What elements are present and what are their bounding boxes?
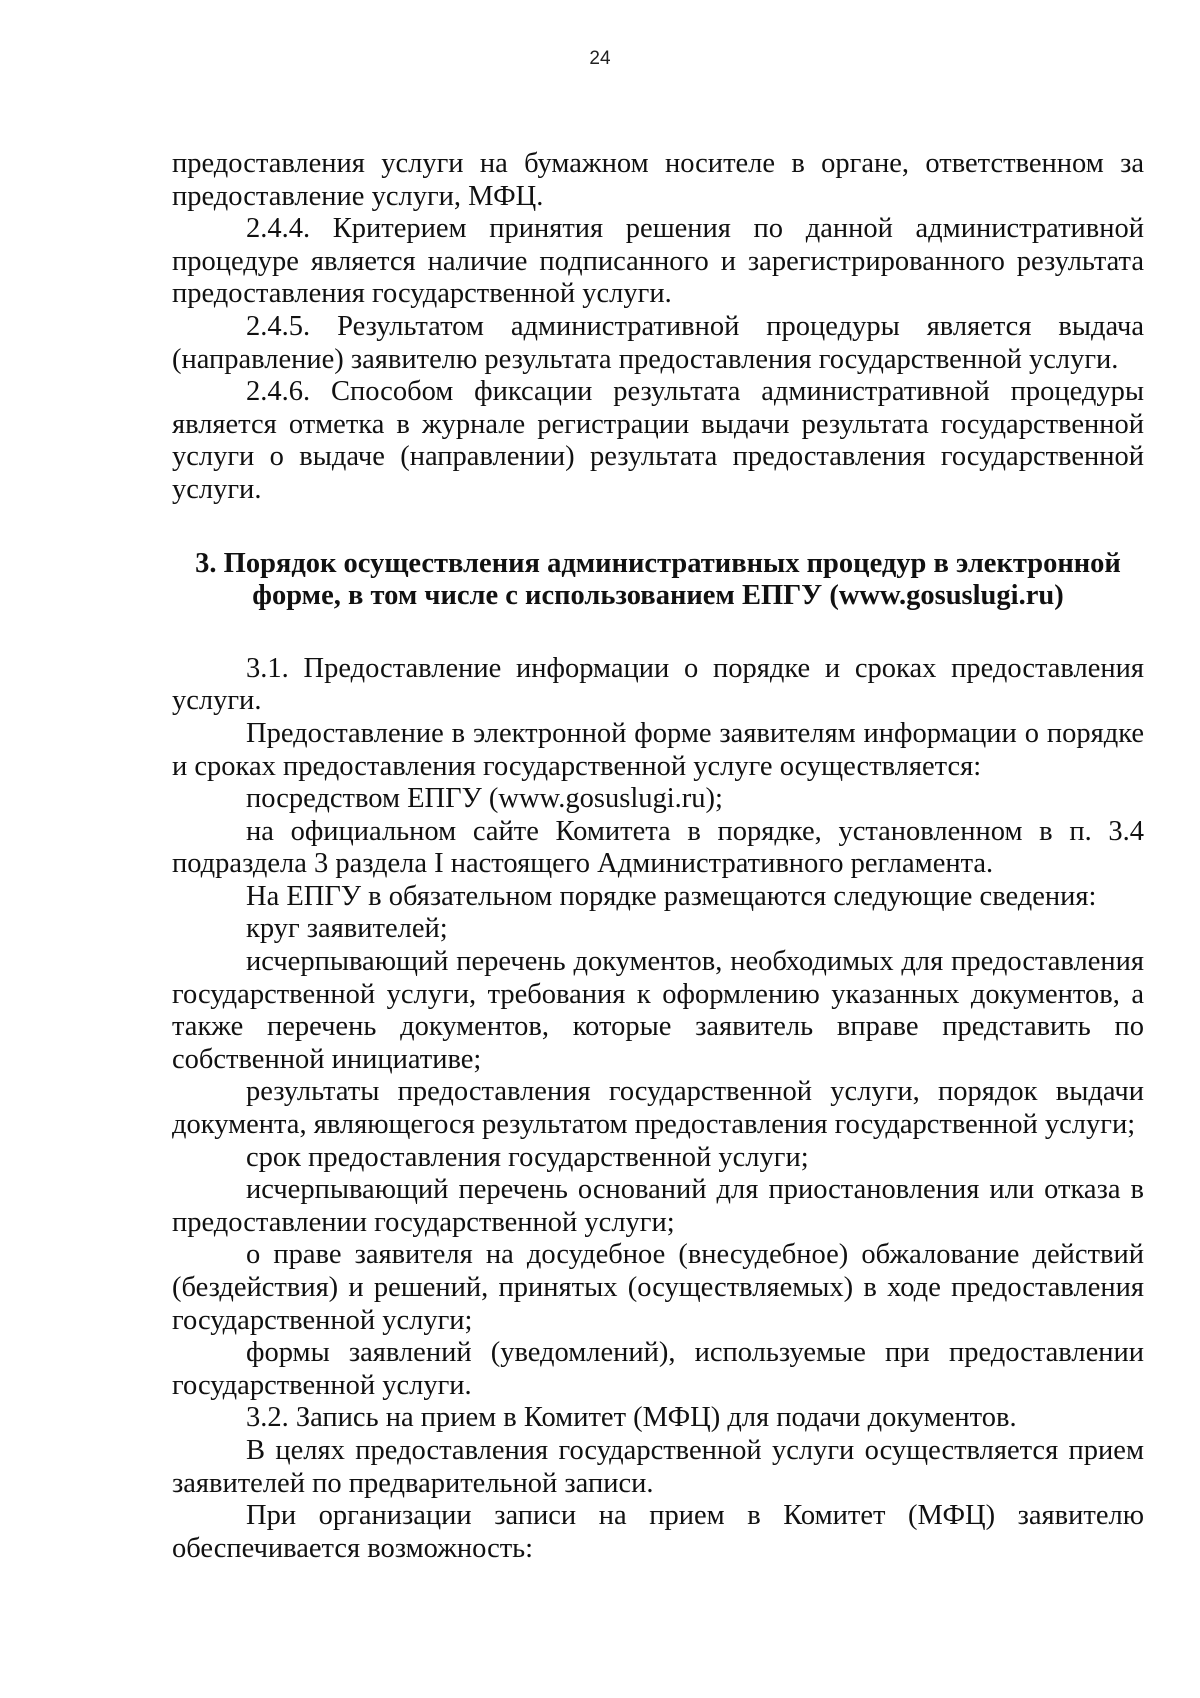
document-body [172,148,1144,1565]
paragraph-2-4-4: 2.4.4. Критерием принятия решения по данной административной процедуре является наличие подписанного и зарегистрированного результата предоставления государственной услуги. [172,213,1144,310]
list-item: исчерпывающий перечень оснований для приостановления или отказа в предоставлении государственной услуги; [172,1174,1144,1238]
page-number: 24 [589,48,611,69]
list-item: посредством ЕПГУ (www.gosuslugi.ru); [246,783,723,815]
list-item: срок предоставления государственной услуги; [246,1141,809,1173]
paragraph-2-4-5: 2.4.5. Результатом административной процедуры является выдача (направление) заявителю результата предоставления государственной услуги. [172,310,1144,375]
list-item: на официальном сайте Комитета в порядке, установленном в п. 3.4 подраздела 3 раздела I настоящего Административного регламента. [172,815,1144,880]
list-item: формы заявлений (уведомлений), используемые при предоставлении государственной услуги. [172,1337,1144,1401]
paragraph: При организации записи на прием в Комитет (МФЦ) заявителю обеспечивается возможность: [172,1500,1144,1564]
list-item: исчерпывающий перечень документов, необходимых для предоставления государственной услуги, требования к оформлению указанных документов, а также перечень документов, которые заявитель вправе представить по собственной инициативе; [172,946,1144,1075]
paragraph: В целях предоставления государственной услуги осуществляется прием заявителей по предварительной записи. [172,1434,1144,1499]
paragraph: Предоставление в электронной форме заявителям информации о порядке и сроках предоставления государственной услуге осуществляется: [172,717,1144,782]
list-item: круг заявителей; [246,913,448,945]
paragraph: На ЕПГУ в обязательном порядке размещаются следующие сведения: [246,880,1097,912]
paragraph: предоставления услуги на бумажном носителе в органе, ответственном за предоставление услуги, МФЦ. [172,148,1144,212]
section-heading: 3. Порядок осуществления административных процедур в электронной форме, в том числе с использованием ЕПГУ (www.gosuslugi.ru) [195,547,1121,612]
paragraph-3-2: 3.2. Запись на прием в Комитет (МФЦ) для подачи документов. [246,1402,1017,1434]
paragraph-3-1: 3.1. Предоставление информации о порядке и сроках предоставления услуги. [172,652,1144,717]
list-item: о праве заявителя на досудебное (внесудебное) обжалование действий (бездействия) и решений, принятых (осуществляемых) в ходе предоставления государственной услуги; [172,1239,1144,1336]
list-item: результаты предоставления государственной услуги, порядок выдачи документа, являющегося результатом предоставления государственной услуги; [172,1076,1144,1141]
paragraph-2-4-6: 2.4.6. Способом фиксации результата административной процедуры является отметка в журнале регистрации выдачи результата государственной услуги о выдаче (направлении) результата предоставления государственной услуги. [172,376,1144,505]
